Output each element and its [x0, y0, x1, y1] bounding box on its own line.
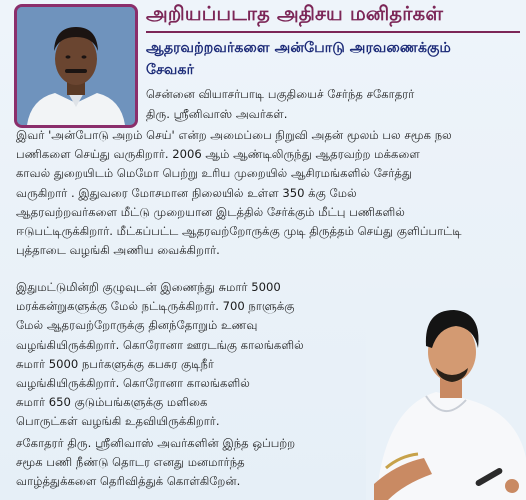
paragraph-line: இதுமட்டுமின்றி குழுவுடன் இணைந்து சுமார் 5000 [16, 280, 281, 294]
paragraph-3 [16, 434, 376, 492]
paragraph-line: சகோதரர் திரு. ஸ்ரீனிவாஸ் அவர்களின் இந்த ஒப்பற்ற [16, 436, 296, 450]
subtitle-line: ஆதரவற்றவர்களை அன்போடு அரவணைக்கும் [146, 40, 451, 56]
paragraph-line: சுமார் 5000 நபர்களுக்கு கபசுர குடிநீர் [16, 356, 214, 371]
subtitle-line: சேவகர் [146, 62, 194, 78]
honoree-photo [14, 4, 138, 128]
paragraph-line: பணிகளை செய்து வருகிறார். 2006 ஆம் ஆண்டிலிருந்து ஆதரவற்ற மக்களை [16, 147, 420, 162]
paragraph-line: பொருட்கள் வழங்கி உதவியிருக்கிறார். [16, 414, 220, 429]
author-photo [366, 288, 526, 500]
paragraph-line: சமூக பணி நீண்டு தொடர எனது மனமார்ந்த [16, 455, 245, 470]
paragraph-line: மேல் ஆதரவற்றோருக்கு தினந்தோறும் உணவு [16, 318, 258, 333]
paragraph-line: சுமார் 650 குடும்பங்களுக்கு மளிகை [16, 395, 208, 410]
subtitle [146, 37, 524, 81]
paragraph-line: இவர் 'அன்போடு அறம் செய்' என்ற அமைப்பை நிறுவி அதன் மூலம் பல சமூக நல [16, 128, 452, 142]
paragraph-2 [16, 278, 376, 432]
intro-line: சென்னை வியாசர்பாடி பகுதியைச் சேர்ந்த சகோதரர் [146, 87, 415, 101]
headline-divider [146, 31, 520, 33]
paragraph-line: ஆதரவற்றவர்களை மீட்டு முறையான இடத்தில் சேர்க்கும் மீட்பு பணிகளில் [16, 204, 405, 219]
paragraph-line: மரக்கன்றுகளுக்கு மேல் நட்டிருக்கிறார். 700 நாளுக்கு [16, 299, 295, 314]
paragraph-line: ஈடுபட்டிருக்கிறார். மீட்கப்பட்ட ஆதரவற்றோருக்கு முடி திருத்தம் செய்து குளிப்பாட்டி [16, 224, 462, 239]
intro-line: திரு. ஸ்ரீனிவாஸ் அவர்கள். [146, 107, 288, 121]
paragraph-line: வாழ்த்துக்களை தெரிவித்துக் கொள்கிறேன். [16, 474, 241, 489]
page-headline: அறியப்படாத அதிசய மனிதர்கள் [146, 2, 444, 25]
paragraph-line: காவல் துறையிடம் மெமோ பெற்று உரிய முறையில் ஆசிரமங்களில் சேர்த்து [16, 166, 413, 181]
intro-text [146, 84, 524, 124]
paragraph-line: வழங்கியிருக்கிறார். கொரோனா காலங்களில் [16, 376, 250, 391]
paragraph-line: புத்தாடை வழங்கி அணிய வைக்கிறார். [16, 243, 220, 258]
paragraph-line: வழங்கியிருக்கிறார். கொரோனா ஊரடங்கு காலங்களில் [16, 337, 304, 352]
paragraph-line: வருகிறார் . இதுவரை மோசமான நிலையில் உள்ள 350 க்கு மேல் [16, 185, 357, 200]
paragraph-1 [16, 126, 516, 260]
